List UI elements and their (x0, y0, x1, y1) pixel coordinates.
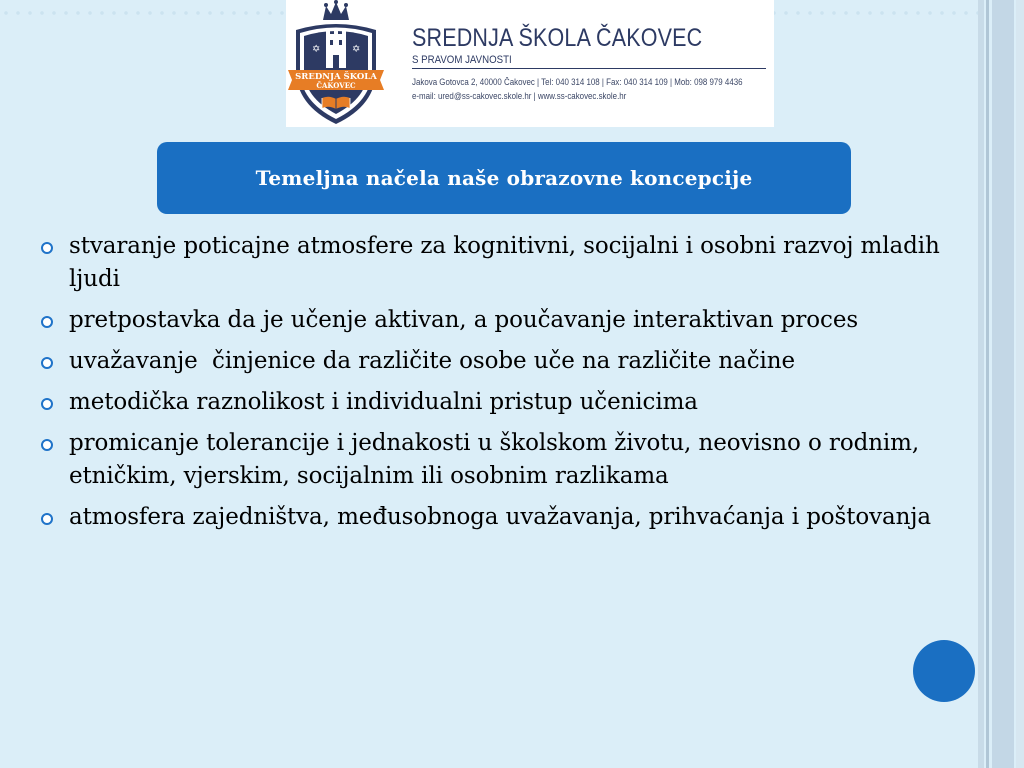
list-item (40, 427, 970, 493)
slide-title: Temeljna načela naše obrazovne koncepcije (255, 166, 753, 190)
school-logo-banner (286, 0, 774, 127)
header-divider (412, 68, 766, 69)
decorative-stripe (992, 0, 1014, 768)
decorative-stripe (978, 0, 984, 768)
school-subtitle: S PRAVOM JAVNOSTI (412, 54, 512, 66)
list-item-text: uvažavanje činjenice da različite osobe uče na različite načine (69, 348, 796, 374)
list-item (40, 230, 970, 296)
slide-title-box (157, 142, 851, 214)
list-item-text: promicanje tolerancije i jednakosti u školskom životu, neovisno o rodnim, etničkim, vjerskim, socijalnim ili osobnim razlikama (69, 430, 920, 489)
svg-text:✡: ✡ (352, 44, 361, 55)
ring-bullet-icon (41, 439, 53, 451)
school-contact-line: Jakova Gotovca 2, 40000 Čakovec | Tel: 040 314 108 | Fax: 040 314 109 | Mob: 098 979 4436 (412, 77, 743, 87)
list-item (40, 345, 970, 378)
ring-bullet-icon (41, 398, 53, 410)
list-item (40, 386, 970, 419)
ring-bullet-icon (41, 242, 53, 254)
list-item-text: stvaranje poticajne atmosfere za kognitivni, socijalni i osobni razvoj mladih ljudi (69, 233, 940, 292)
school-email-line: e-mail: ured@ss-cakovec.skole.hr | www.ss-cakovec.skole.hr (412, 91, 627, 101)
ring-bullet-icon (41, 316, 53, 328)
svg-text:✡: ✡ (312, 44, 321, 55)
list-item-text: atmosfera zajedništva, međusobnoga uvažavanja, prihvaćanja i poštovanja (69, 504, 932, 530)
list-item-text: pretpostavka da je učenje aktivan, a poučavanje interaktivan proces (69, 307, 859, 333)
list-item-text: metodička raznolikost i individualni pristup učenicima (69, 389, 698, 415)
crest-text-line2: ČAKOVEC (316, 81, 356, 90)
decorative-stripe (1016, 0, 1024, 768)
ring-bullet-icon (41, 357, 53, 369)
list-item (40, 304, 970, 337)
school-crest-logo (286, 0, 386, 127)
ring-bullet-icon (41, 513, 53, 525)
crest-text-line1: SREDNJA ŠKOLA (295, 72, 377, 82)
school-name: SREDNJA ŠKOLA ČAKOVEC (412, 24, 703, 52)
decorative-circle (913, 640, 975, 702)
principles-list (40, 230, 970, 542)
list-item (40, 501, 970, 534)
decorative-stripe (986, 0, 989, 768)
